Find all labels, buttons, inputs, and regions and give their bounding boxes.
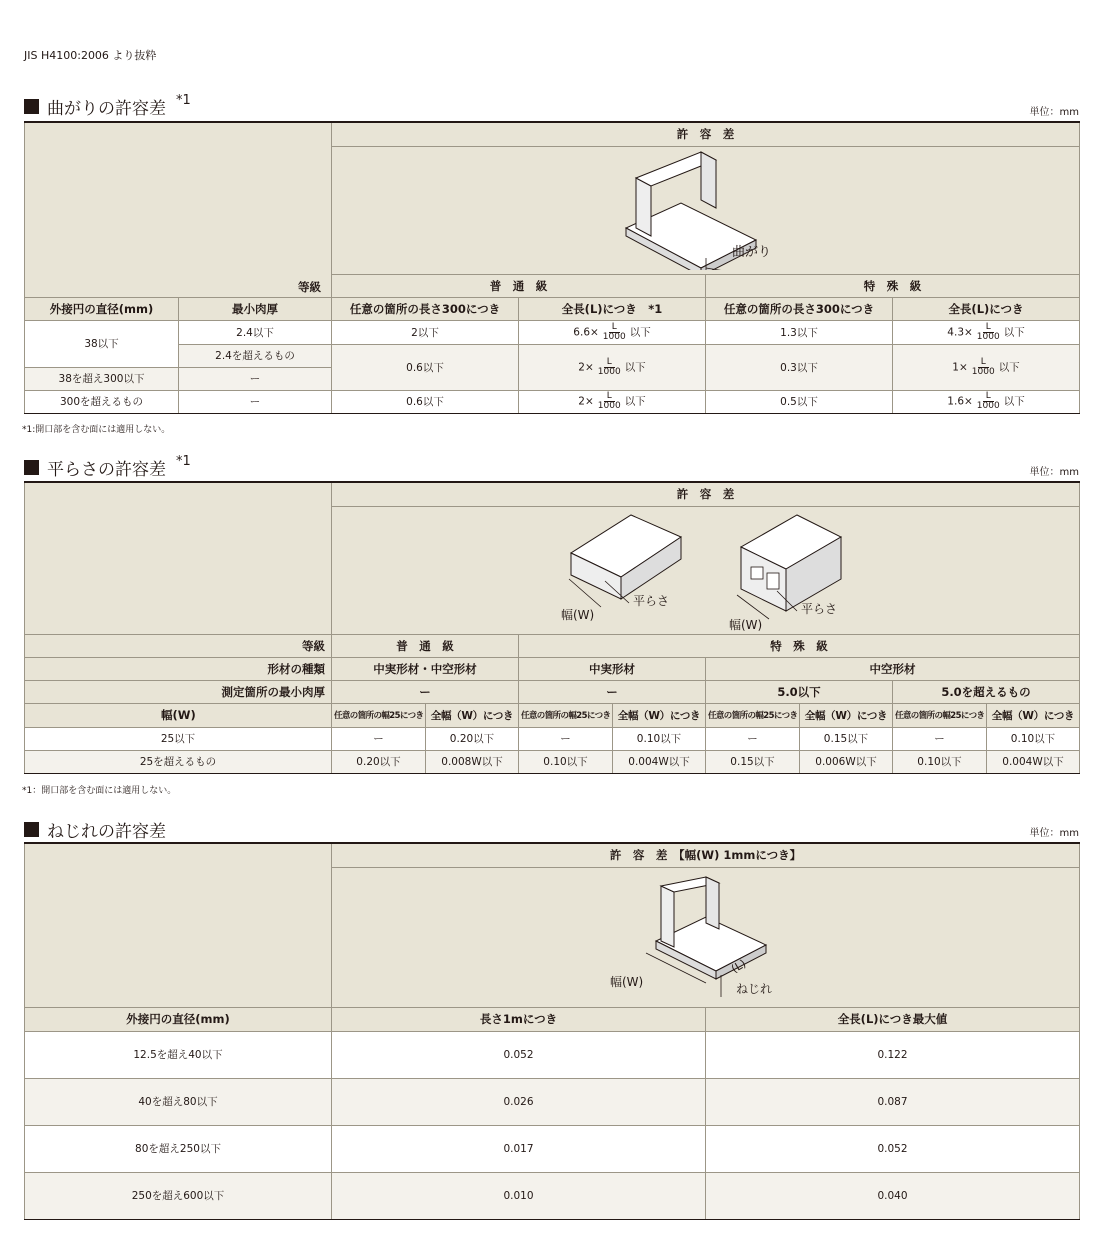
flat-r2-c2: 0.008W以下 <box>426 750 519 773</box>
flat-r1-c8: 0.10以下 <box>987 727 1080 750</box>
flat-h-any25: 任意の箇所の幅25につき <box>893 703 987 727</box>
twist-header-max: 全長(L)につき最大値 <box>706 1007 1080 1031</box>
bend-grade-label: 等級 <box>298 280 321 294</box>
flat-r2-c5: 0.15以下 <box>706 750 800 773</box>
twist-r2-c1: 0.017 <box>332 1125 706 1172</box>
bend-fig-label: 曲がり <box>731 244 771 260</box>
flat-r1-c7: ー <box>893 727 987 750</box>
bend-header-special-any300: 任意の箇所の長さ300につき <box>706 297 893 320</box>
flat-thick-solid: ー <box>519 680 706 703</box>
flat-h-full: 全幅（W）につき <box>426 703 519 727</box>
flat-r1-c6: 0.15以下 <box>800 727 893 750</box>
flat-figure <box>332 506 1080 634</box>
twist-r3-c0: 250を超え600以下 <box>25 1172 332 1219</box>
flat-grade-label: 等級 <box>25 634 332 657</box>
twist-profile-icon <box>606 871 806 1001</box>
flat-h-any25: 任意の箇所の幅25につき <box>706 703 800 727</box>
bend-r2-special-total: 1× $\frac{L}{1000}$ 以下 <box>893 344 1080 390</box>
bend-header-normal-any300: 任意の箇所の長さ300につき <box>332 297 519 320</box>
flat-min-thickness-label: 測定箇所の最小肉厚 <box>25 680 332 703</box>
flat-header-tolerance: 許 容 差 <box>332 482 1080 506</box>
twist-r1-c1: 0.026 <box>332 1078 706 1125</box>
fraction: $\frac{L}{1000}$ <box>976 321 1000 342</box>
fraction: $\frac{L}{1000}$ <box>597 356 621 377</box>
flat-r2-c6: 0.006W以下 <box>800 750 893 773</box>
flat-section-title <box>24 455 191 480</box>
bend-r2-thickness: 2.4を超えるもの <box>179 344 332 367</box>
bend-header-normal-total: 全長(L)につき *1 <box>519 297 706 320</box>
bend-figure <box>332 146 1080 274</box>
twist-r2-c0: 80を超え250以下 <box>25 1125 332 1172</box>
flat-r1-c0: 25以下 <box>25 727 332 750</box>
svg-text:平らさ: 平らさ <box>632 593 669 608</box>
bend-r1-diameter: 38以下 <box>25 320 179 367</box>
twist-r3-c1: 0.010 <box>332 1172 706 1219</box>
flat-title: 平らさの許容差 <box>47 460 166 480</box>
svg-text:幅(W): 幅(W) <box>560 607 594 622</box>
flat-kind-solid: 中実形材 <box>519 657 706 680</box>
bend-r4-diameter: 300を超えるもの <box>25 390 179 413</box>
flat-unit: 単位：mm <box>1029 467 1079 478</box>
flat-r1-c4: 0.10以下 <box>613 727 706 750</box>
fraction: $\frac{L}{1000}$ <box>602 321 626 342</box>
bend-corner-blank <box>25 122 332 297</box>
bend-r1-normal-total: 6.6× $\frac{L}{1000}$ 以下 <box>519 320 706 344</box>
bend-table <box>24 121 1080 414</box>
flat-r2-c8: 0.004W以下 <box>987 750 1080 773</box>
flatness-profile-icon <box>561 507 851 631</box>
flat-r1-c3: ー <box>519 727 613 750</box>
bend-header-tolerance: 許 容 差 <box>332 122 1080 146</box>
bend-header-special-total: 全長(L)につき <box>893 297 1080 320</box>
bend-title: 曲がりの許容差 <box>47 99 166 119</box>
flat-h-any25: 任意の箇所の幅25につき <box>332 703 426 727</box>
fraction: $\frac{L}{1000}$ <box>976 391 1000 411</box>
flat-kind-label: 形材の種類 <box>25 657 332 680</box>
twist-header-tolerance: 許 容 差 【幅(W) 1mmにつき】 <box>332 843 1080 867</box>
twist-r0-c1: 0.052 <box>332 1031 706 1078</box>
svg-text:平らさ: 平らさ <box>800 601 837 616</box>
twist-unit: 単位：mm <box>1029 828 1079 839</box>
source-note: JIS H4100:2006 より抜粋 <box>24 49 157 62</box>
twist-r1-c2: 0.087 <box>706 1078 1080 1125</box>
flat-thick-hollow-1: 5.0以下 <box>706 680 893 703</box>
bend-unit: 単位：mm <box>1029 107 1079 118</box>
flat-r2-c3: 0.10以下 <box>519 750 613 773</box>
svg-text:ねじれ: ねじれ <box>735 981 772 996</box>
flat-h-any25: 任意の箇所の幅25につき <box>519 703 613 727</box>
bend-r1-special-300: 1.3以下 <box>706 320 893 344</box>
twist-section-title <box>24 817 166 842</box>
bending-profile-icon <box>606 148 806 270</box>
flat-header-normal: 普 通 級 <box>332 634 519 657</box>
twist-header-per1m: 長さ1mにつき <box>332 1007 706 1031</box>
bend-r1-special-total: 4.3× $\frac{L}{1000}$ 以下 <box>893 320 1080 344</box>
twist-r0-c2: 0.122 <box>706 1031 1080 1078</box>
twist-r0-c0: 12.5を超え40以下 <box>25 1031 332 1078</box>
flat-thick-normal: ー <box>332 680 519 703</box>
bend-r4-normal-300: 0.6以下 <box>332 390 519 413</box>
flat-r1-c1: ー <box>332 727 426 750</box>
fraction: $\frac{L}{1000}$ <box>971 356 995 377</box>
bend-title-note: *1 <box>176 93 191 108</box>
bend-header-special: 特 殊 級 <box>706 274 1080 297</box>
flat-h-full: 全幅（W）につき <box>987 703 1080 727</box>
twist-r1-c0: 40を超え80以下 <box>25 1078 332 1125</box>
twist-figure <box>332 867 1080 1007</box>
bend-r1-thickness: 2.4以下 <box>179 320 332 344</box>
flat-header-width: 幅(W) <box>25 703 332 727</box>
bend-header-min-thickness: 最小肉厚 <box>179 297 332 320</box>
flat-thick-hollow-2: 5.0を超えるもの <box>893 680 1080 703</box>
flat-corner-blank <box>25 482 332 634</box>
flat-kind-hollow: 中空形材 <box>706 657 1080 680</box>
flat-kind-normal: 中実形材・中空形材 <box>332 657 519 680</box>
flat-table <box>24 481 1080 774</box>
bend-r4-special-total: 1.6× $\frac{L}{1000}$ 以下 <box>893 390 1080 413</box>
bend-r3-thickness: ー <box>179 367 332 390</box>
flat-r2-c7: 0.10以下 <box>893 750 987 773</box>
fraction: $\frac{L}{1000}$ <box>597 391 621 411</box>
bend-r4-thickness: ー <box>179 390 332 413</box>
section-marker-icon <box>24 460 39 475</box>
section-marker-icon <box>24 99 39 114</box>
bend-r2-special-300: 0.3以下 <box>706 344 893 390</box>
twist-corner-blank <box>25 843 332 1007</box>
bend-r4-normal-total: 2× $\frac{L}{1000}$ 以下 <box>519 390 706 413</box>
flat-r2-c4: 0.004W以下 <box>613 750 706 773</box>
section-marker-icon <box>24 822 39 837</box>
flat-h-full: 全幅（W）につき <box>800 703 893 727</box>
flat-title-note: *1 <box>176 454 191 469</box>
flat-r2-c1: 0.20以下 <box>332 750 426 773</box>
bend-r3-diameter: 38を超え300以下 <box>25 367 179 390</box>
bend-r2-normal-total: 2× $\frac{L}{1000}$ 以下 <box>519 344 706 390</box>
flat-header-special: 特 殊 級 <box>519 634 1080 657</box>
flat-h-full: 全幅（W）につき <box>613 703 706 727</box>
bend-footnote: *1:開口部を含む面には適用しない。 <box>22 425 171 435</box>
bend-r2-normal-300: 0.6以下 <box>332 344 519 390</box>
flat-r2-c0: 25を超えるもの <box>25 750 332 773</box>
flat-footnote: *1：開口部を含む面には適用しない。 <box>22 786 177 796</box>
svg-text:幅(W): 幅(W) <box>609 974 643 989</box>
bend-r4-special-300: 0.5以下 <box>706 390 893 413</box>
bend-header-normal: 普 通 級 <box>332 274 706 297</box>
twist-header-diameter: 外接円の直径(mm) <box>25 1007 332 1031</box>
svg-text:幅(W): 幅(W) <box>728 617 762 631</box>
twist-title: ねじれの許容差 <box>47 822 166 842</box>
svg-text:(L): (L) <box>728 956 748 976</box>
bend-header-diameter: 外接円の直径(mm) <box>25 297 179 320</box>
twist-table <box>24 842 1080 1220</box>
bend-r1-normal-300: 2以下 <box>332 320 519 344</box>
twist-r2-c2: 0.052 <box>706 1125 1080 1172</box>
twist-r3-c2: 0.040 <box>706 1172 1080 1219</box>
flat-r1-c5: ー <box>706 727 800 750</box>
bend-section-title <box>24 94 191 119</box>
flat-r1-c2: 0.20以下 <box>426 727 519 750</box>
